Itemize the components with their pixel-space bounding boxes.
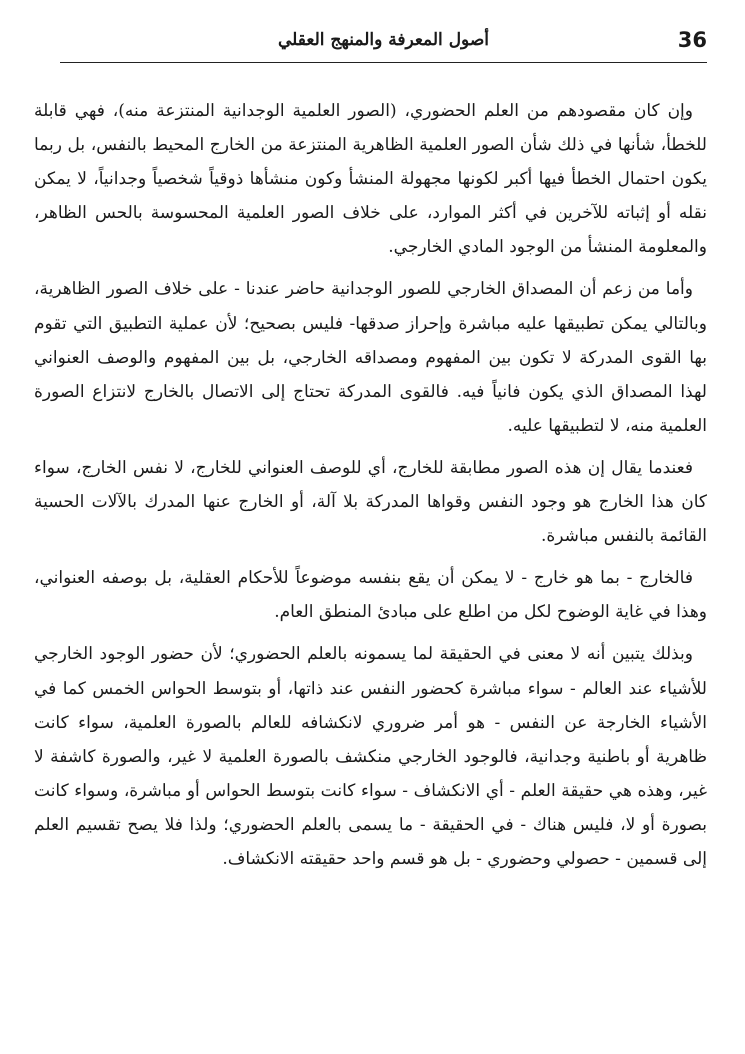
paragraph: وإن كان مقصودهم من العلم الحضوري، (الصور العلمية الوجدانية المنتزعة منه)، فهي قابلة للخطأ، شأنها في ذلك شأن الصور العلمية الظاهرية المنتزعة من الخارج المحيط بالنفس، بل ربما يكون احتمال الخطأ فيها أكبر لكونها مجهولة المنشأ وكون منشأها ذوقياً شخصياً وجدانياً، لا يمكن نقله أو إثباته للآخرين في أكثر الموارد، على خلاف الصور العلمية المحسوسة بالحس الظاهر، والمعلومة المنشأ من الوجود المادي الخارجي. bbox=[34, 101, 707, 258]
running-title: أصول المعرفة والمنهج العقلي bbox=[278, 30, 489, 50]
paragraph: وأما من زعم أن المصداق الخارجي للصور الوجدانية حاضر عندنا - على خلاف الصور الظاهرية، وبالتالي يمكن تطبيقها عليه مباشرة وإحراز صدقها- فليس بصحيح؛ لأن عملية التطبيق التي تقوم بها القوى المدركة لا تكون بين المفهوم ومصداقه الخارجي، بل بين المفهوم والوصف العنواني لهذا المصداق الذي يكون فانياً فيه. فالقوى المدركة تحتاج إلى الاتصال بالخارج لانتزاع الصورة العلمية منه، لا لتطبيقها عليه. bbox=[34, 279, 707, 436]
paragraph: وبذلك يتبين أنه لا معنى في الحقيقة لما يسمونه بالعلم الحضوري؛ لأن حضور الوجود الخارجي للأشياء عند العالم - سواء مباشرة كحضور النفس عند ذاتها، أو بتوسط الحواس الخمس كما في الأشياء الخارجة عن النفس - هو أمر ضروري لانكشافه للعالم بالصورة العلمية، سواء كانت ظاهرية أو باطنية وجدانية، فالوجود الخارجي منكشف بالصورة العلمية لا غير، والصورة كاشفة لا غير، وهذه هي حقيقة العلم - أي الانكشاف - سواء كانت بتوسط الحواس أو مباشرة، وسواء كانت بصورة أو لا، فليس هناك - في الحقيقة - ما يسمى بالعلم الحضوري؛ ولذا فلا يصح تقسيم العلم إلى قسمين - حصولي وحضوري - بل هو قسم واحد حقيقته الانكشاف. bbox=[34, 644, 707, 869]
main-text bbox=[34, 94, 707, 884]
paragraph: فالخارج - بما هو خارج - لا يمكن أن يقع بنفسه موضوعاً للأحكام العقلية، بل بوصفه العنواني، وهذا في غاية الوضوح لكل من اطلع على مبادئ المنطق العام. bbox=[34, 568, 707, 623]
page-number: 36 bbox=[677, 28, 707, 52]
paragraph: فعندما يقال إن هذه الصور مطابقة للخارج، أي للوصف العنواني للخارج، لا نفس الخارج، سواء كان هذا الخارج هو وجود النفس وقواها المدركة بلا آلة، أو الخارج عنها المدرك بالآلات الحسية القائمة بالنفس مباشرة. bbox=[34, 457, 707, 547]
page-header bbox=[60, 26, 707, 63]
